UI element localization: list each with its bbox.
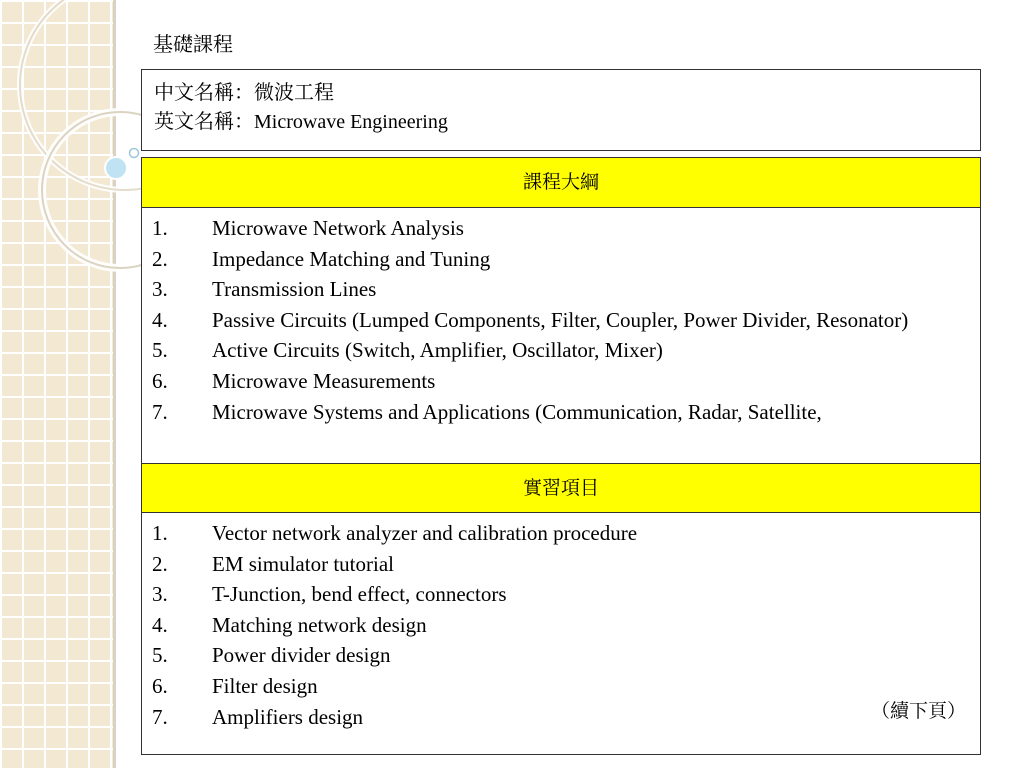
item-text: Passive Circuits (Lumped Components, Filter, Coupler, Power Divider, Resonator): [212, 307, 909, 332]
small-ring-icon: [130, 149, 139, 158]
course-table: [141, 157, 981, 755]
practice-header: 實習項目: [142, 463, 980, 513]
item-number: 2.: [152, 551, 168, 576]
syllabus-header: 課程大綱: [142, 158, 980, 208]
list-item: [142, 671, 980, 702]
item-text: Transmission Lines: [212, 277, 377, 302]
list-item: [142, 305, 980, 336]
item-number: 3.: [152, 277, 168, 302]
continued-note: （續下頁）: [870, 700, 966, 722]
chinese-name: 中文名稱：微波工程: [154, 80, 334, 104]
list-item: [142, 579, 980, 610]
english-name-value: Microwave Engineering: [254, 111, 448, 133]
item-text: Vector network analyzer and calibration procedure: [212, 521, 638, 545]
practice-list: [142, 518, 980, 732]
english-name-label: 英文名稱：: [154, 109, 254, 133]
item-number: 1.: [152, 216, 168, 240]
syllabus-list: [142, 213, 980, 461]
list-item: [142, 610, 980, 641]
list-item: [142, 335, 980, 366]
item-number: 3.: [152, 582, 168, 607]
item-text: Impedance Matching and Tuning: [212, 246, 491, 271]
list-item: [142, 397, 980, 428]
item-text: Microwave Network Analysis: [212, 216, 464, 240]
list-item: [142, 518, 980, 549]
item-number: 7.: [152, 704, 168, 729]
item-text: Power divider design: [212, 643, 391, 668]
item-text: Matching network design: [212, 612, 427, 637]
item-number: 7.: [152, 399, 168, 424]
item-text: Active Circuits (Switch, Amplifier, Oscillator, Mixer): [212, 338, 663, 363]
list-item: [142, 702, 980, 733]
item-text: Amplifiers design: [212, 704, 364, 729]
list-item: [142, 244, 980, 275]
list-item: [142, 213, 980, 244]
page-title: 基礎課程: [153, 32, 233, 56]
item-number: 5.: [152, 643, 168, 668]
item-number: 4.: [152, 612, 168, 637]
list-item: [142, 640, 980, 671]
item-text: EM simulator tutorial: [212, 551, 394, 576]
item-text: Microwave Measurements: [212, 368, 436, 393]
blue-dot-icon: [105, 157, 127, 179]
english-name: [154, 107, 968, 137]
list-item: [142, 274, 980, 305]
item-number: 2.: [152, 246, 168, 271]
item-number: 4.: [152, 307, 168, 332]
course-name-box: [141, 69, 981, 151]
list-item: [142, 549, 980, 580]
item-number: 6.: [152, 368, 168, 393]
list-item: [142, 366, 980, 397]
item-text: T-Junction, bend effect, connectors: [212, 582, 507, 607]
item-text: Filter design: [212, 673, 318, 698]
item-number: 1.: [152, 521, 168, 545]
item-text: Microwave Systems and Applications (Communication, Radar, Satellite,: [212, 399, 822, 424]
item-number: 5.: [152, 338, 168, 363]
item-number: 6.: [152, 673, 168, 698]
